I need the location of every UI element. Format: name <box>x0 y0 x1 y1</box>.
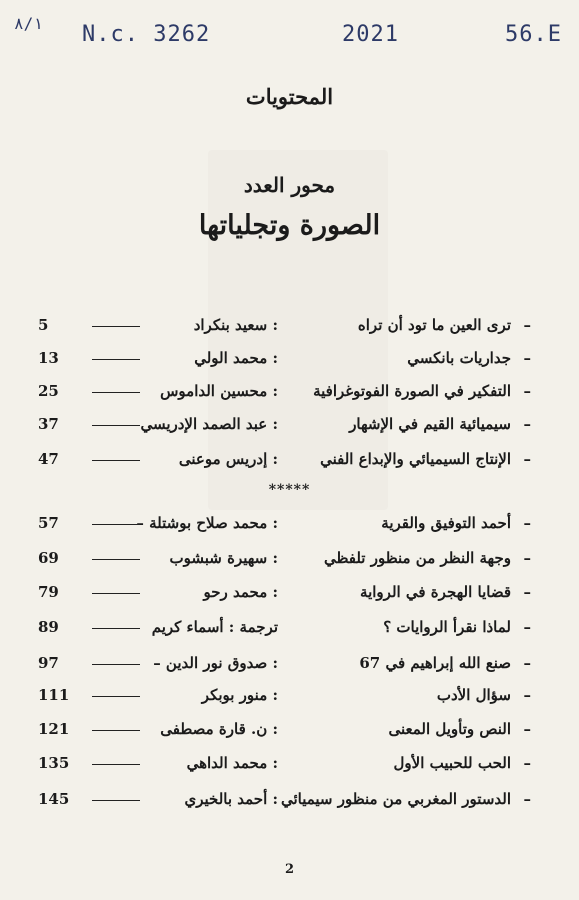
entry-author: : سعيد بنكراد <box>193 316 278 334</box>
entry-author: ترجمة : أسماء كريم <box>151 618 278 636</box>
leader-line <box>92 593 140 594</box>
entry-title: قضايا الهجرة في الرواية <box>360 583 511 601</box>
leader-line <box>92 359 140 360</box>
entry-page-number: 89 <box>38 618 59 636</box>
entry-dash: – <box>523 450 531 468</box>
toc-entry <box>0 720 579 750</box>
leader-line <box>92 664 140 665</box>
leader-line <box>92 764 140 765</box>
toc-entry <box>0 754 579 784</box>
toc-entry <box>0 316 579 346</box>
leader-line <box>92 392 140 393</box>
handwritten-mark: ٨/١ <box>14 14 43 33</box>
entry-title: أحمد التوفيق والقرية <box>381 514 511 532</box>
entry-title: سؤال الأدب <box>436 686 511 704</box>
entry-page-number: 69 <box>38 549 59 567</box>
entry-author: : منور بوبكر <box>201 686 278 704</box>
entry-dash: – <box>523 316 531 334</box>
entry-dash: – <box>523 790 531 808</box>
entry-author: : محمد صلاح بوشتلة – <box>136 514 278 532</box>
entry-dash: – <box>523 349 531 367</box>
entry-author: : محمد الولي <box>194 349 278 367</box>
leader-line <box>92 800 140 801</box>
toc-entry <box>0 686 579 716</box>
separator: ***** <box>268 482 311 498</box>
entry-dash: – <box>523 686 531 704</box>
entry-author: : عبد الصمد الإدريسي <box>140 415 278 433</box>
entry-author: : صدوق نور الدين – <box>153 654 278 672</box>
toc-entry <box>0 382 579 412</box>
entry-title: النص وتأويل المعنى <box>388 720 511 738</box>
toc-entry <box>0 549 579 579</box>
section-title: الصورة وتجلياتها <box>198 210 381 241</box>
entry-author: : سهيرة شبشوب <box>169 549 278 567</box>
entry-page-number: 135 <box>38 754 70 772</box>
entry-page-number: 57 <box>38 514 59 532</box>
section-kicker: محور العدد <box>243 173 336 197</box>
entry-dash: – <box>523 720 531 738</box>
entry-title: صنع الله إبراهيم في 67 <box>359 654 511 672</box>
entry-title: سيميائية القيم في الإشهار <box>349 415 511 433</box>
leader-line <box>92 460 140 461</box>
leader-line <box>92 628 140 629</box>
entry-dash: – <box>523 549 531 567</box>
entry-title: جداريات بانكسي <box>407 349 511 367</box>
leader-line <box>92 559 140 560</box>
leader-line <box>92 425 140 426</box>
entry-page-number: 37 <box>38 415 59 433</box>
entry-title: لماذا نقرأ الروايات ؟ <box>383 618 511 636</box>
entry-dash: – <box>523 514 531 532</box>
handwritten-reference: N.c. 3262 <box>82 22 211 47</box>
entry-dash: – <box>523 654 531 672</box>
leader-line <box>92 730 140 731</box>
entry-author: : محسين الداموس <box>160 382 278 400</box>
entry-page-number: 145 <box>38 790 70 808</box>
entry-author: : ن. قارة مصطفى <box>160 720 278 738</box>
entry-page-number: 111 <box>38 686 70 704</box>
page-number: 2 <box>284 862 295 877</box>
handwritten-year: 2021 <box>342 22 399 47</box>
entry-dash: – <box>523 618 531 636</box>
entry-page-number: 13 <box>38 349 59 367</box>
toc-entry <box>0 790 579 820</box>
leader-line <box>92 696 140 697</box>
entry-page-number: 97 <box>38 654 59 672</box>
handwritten-classification: 56.E <box>505 22 562 47</box>
entry-title: الإنتاج السيميائي والإبداع الفني <box>320 450 511 468</box>
toc-entry <box>0 415 579 445</box>
entry-page-number: 25 <box>38 382 59 400</box>
page-title: المحتويات <box>245 84 334 109</box>
entry-dash: – <box>523 583 531 601</box>
toc-entry <box>0 618 579 648</box>
entry-title: الحب للحبيب الأول <box>393 754 511 772</box>
entry-author: : محمد رحو <box>203 583 278 601</box>
toc-entry <box>0 514 579 544</box>
toc-entry <box>0 450 579 480</box>
entry-dash: – <box>523 754 531 772</box>
entry-title: الدستور المغربي من منظور سيميائي <box>280 790 511 808</box>
toc-entry <box>0 349 579 379</box>
entry-dash: – <box>523 415 531 433</box>
entry-title: ترى العين ما تود أن تراه <box>357 316 511 334</box>
toc-entry <box>0 583 579 613</box>
entry-title: وجهة النظر من منظور تلفظي <box>323 549 511 567</box>
entry-page-number: 79 <box>38 583 59 601</box>
entry-page-number: 47 <box>38 450 59 468</box>
entry-dash: – <box>523 382 531 400</box>
leader-line <box>92 524 140 525</box>
entry-author: : إدريس موعنى <box>178 450 278 468</box>
entry-author: : أحمد بالخيري <box>184 790 278 808</box>
entry-author: : محمد الداهي <box>186 754 278 772</box>
leader-line <box>92 326 140 327</box>
entry-page-number: 121 <box>38 720 70 738</box>
entry-page-number: 5 <box>38 316 49 334</box>
entry-title: التفكير في الصورة الفوتوغرافية <box>313 382 511 400</box>
toc-entry <box>0 654 579 684</box>
